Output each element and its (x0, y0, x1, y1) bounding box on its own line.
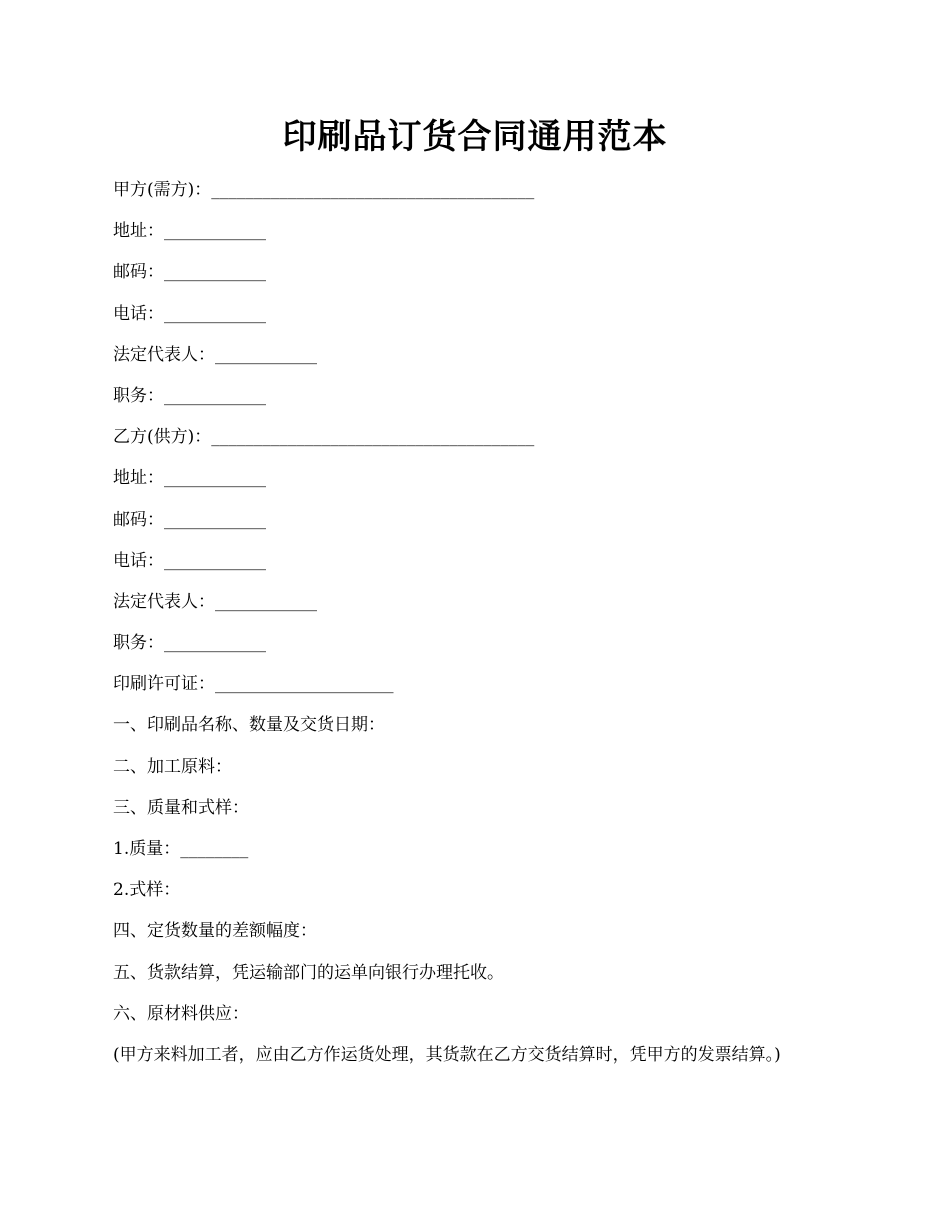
section-4-heading: 四、定货数量的差额幅度： (113, 921, 317, 942)
party-a-legal-rep-line: 法定代表人：____________ (113, 344, 317, 365)
party-b-address-line: 地址：____________ (113, 468, 266, 489)
section-2-heading: 二、加工原料： (113, 756, 232, 777)
party-b-legal-rep-line: 法定代表人：____________ (113, 591, 317, 612)
party-a-postcode-line: 邮码：____________ (113, 262, 266, 283)
printing-license-line: 印刷许可证：_____________________ (113, 674, 394, 695)
document-body (113, 178, 833, 1067)
section-5-heading: 五、货款结算，凭运输部门的运单向银行办理托收。 (113, 962, 504, 983)
party-b-line: 乙方(供方)：______________________________________ (113, 427, 535, 448)
party-b-postcode-line: 邮码：____________ (113, 509, 266, 530)
party-a-address-line: 地址：____________ (113, 221, 266, 242)
section-1-heading: 一、印刷品名称、数量及交货日期： (113, 715, 385, 736)
party-a-phone-line: 电话：____________ (113, 303, 266, 324)
party-b-phone-line: 电话：____________ (113, 550, 266, 571)
section-6-heading: 六、原材料供应： (113, 1003, 249, 1024)
document-title: 印刷品订货合同通用范本 (282, 117, 668, 157)
party-b-position-line: 职务：____________ (113, 633, 266, 654)
quality-line: 1.质量：________ (113, 839, 249, 859)
style-line: 2.式样： (113, 880, 181, 901)
closing-paragraph: (甲方来料加工者，应由乙方作运货处理，其货款在乙方交货结算时，凭甲方的发票结算。) (113, 1044, 781, 1065)
party-a-line: 甲方(需方)：______________________________________ (113, 180, 535, 200)
section-3-heading: 三、质量和式样： (113, 797, 249, 818)
party-a-position-line: 职务：____________ (113, 385, 266, 406)
